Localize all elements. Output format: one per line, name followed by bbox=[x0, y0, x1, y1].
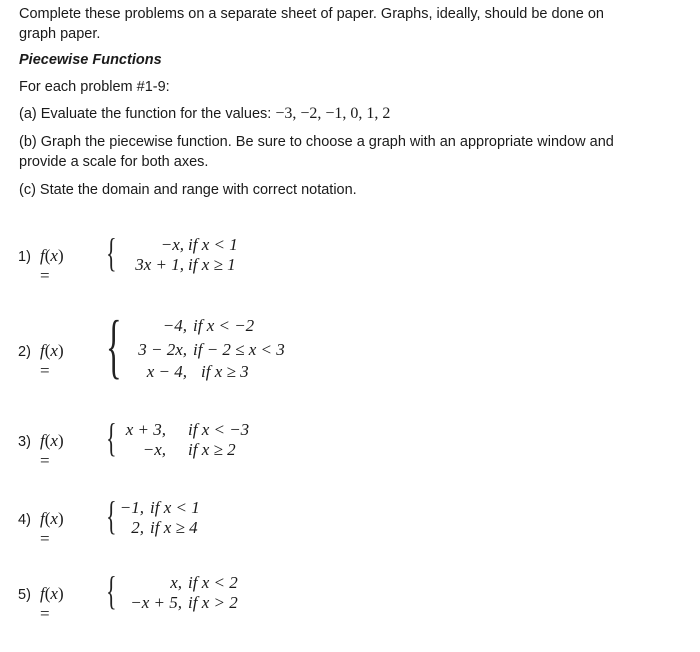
function-label: f(x) = bbox=[40, 431, 64, 470]
left-brace: { bbox=[106, 568, 117, 613]
case-condition: if x ≥ 3 bbox=[201, 362, 249, 381]
case-condition: if x ≥ 2 bbox=[188, 440, 236, 459]
problem-number: 5) bbox=[18, 587, 31, 603]
case-condition: if − 2 ≤ x < 3 bbox=[193, 340, 285, 359]
case-expression: −x, bbox=[160, 235, 184, 254]
case-expression: −1, bbox=[119, 498, 144, 517]
case-expression: −x + 5, bbox=[130, 593, 182, 612]
case-condition: if x < 1 bbox=[188, 235, 238, 254]
case-expression: −4, bbox=[162, 316, 187, 335]
problem-number: 3) bbox=[18, 434, 31, 450]
case-condition: if x > 2 bbox=[188, 593, 238, 612]
problem-number: 2) bbox=[18, 344, 31, 360]
case-expression: 3x + 1, bbox=[135, 255, 184, 274]
case-condition: if x ≥ 1 bbox=[188, 255, 236, 274]
function-label: f(x) = bbox=[40, 246, 64, 285]
instructions-header: For each problem #1-9: bbox=[19, 79, 170, 95]
function-label: f(x) = bbox=[40, 584, 64, 623]
problem-number: 4) bbox=[18, 512, 31, 528]
function-label: f(x) = bbox=[40, 509, 64, 548]
left-brace: { bbox=[106, 493, 117, 538]
case-condition: if x ≥ 4 bbox=[150, 518, 198, 537]
section-title: Piecewise Functions bbox=[19, 52, 162, 68]
case-condition: if x < −2 bbox=[193, 316, 255, 335]
function-label: f(x) = bbox=[40, 341, 64, 380]
instruction-a-text: (a) Evaluate the function for the values: bbox=[19, 106, 276, 122]
instruction-c: (c) State the domain and range with correct notation. bbox=[19, 182, 357, 198]
case-condition: if x < 2 bbox=[188, 573, 238, 592]
left-brace: { bbox=[106, 230, 117, 275]
instruction-b-line-1: (b) Graph the piecewise function. Be sure to choose a graph with an appropriate window and bbox=[19, 134, 614, 150]
case-condition: if x < −3 bbox=[188, 420, 250, 439]
case-condition: if x < 1 bbox=[150, 498, 200, 517]
left-brace: { bbox=[106, 306, 122, 386]
problem-number: 1) bbox=[18, 249, 31, 265]
case-expression: 3 − 2x, bbox=[138, 340, 187, 359]
intro-line-2: graph paper. bbox=[19, 26, 101, 42]
intro-line-1: Complete these problems on a separate sheet of paper. Graphs, ideally, should be done on bbox=[19, 6, 604, 22]
left-brace: { bbox=[106, 415, 117, 460]
case-expression: 2, bbox=[131, 518, 144, 537]
case-expression: x − 4, bbox=[146, 362, 187, 381]
case-expression: −x, bbox=[142, 440, 166, 459]
instruction-a bbox=[19, 104, 390, 124]
instruction-a-values: −3, −2, −1, 0, 1, 2 bbox=[275, 105, 391, 122]
instruction-b-line-2: provide a scale for both axes. bbox=[19, 154, 209, 170]
case-expression: x, bbox=[170, 573, 182, 592]
case-expression: x + 3, bbox=[125, 420, 166, 439]
